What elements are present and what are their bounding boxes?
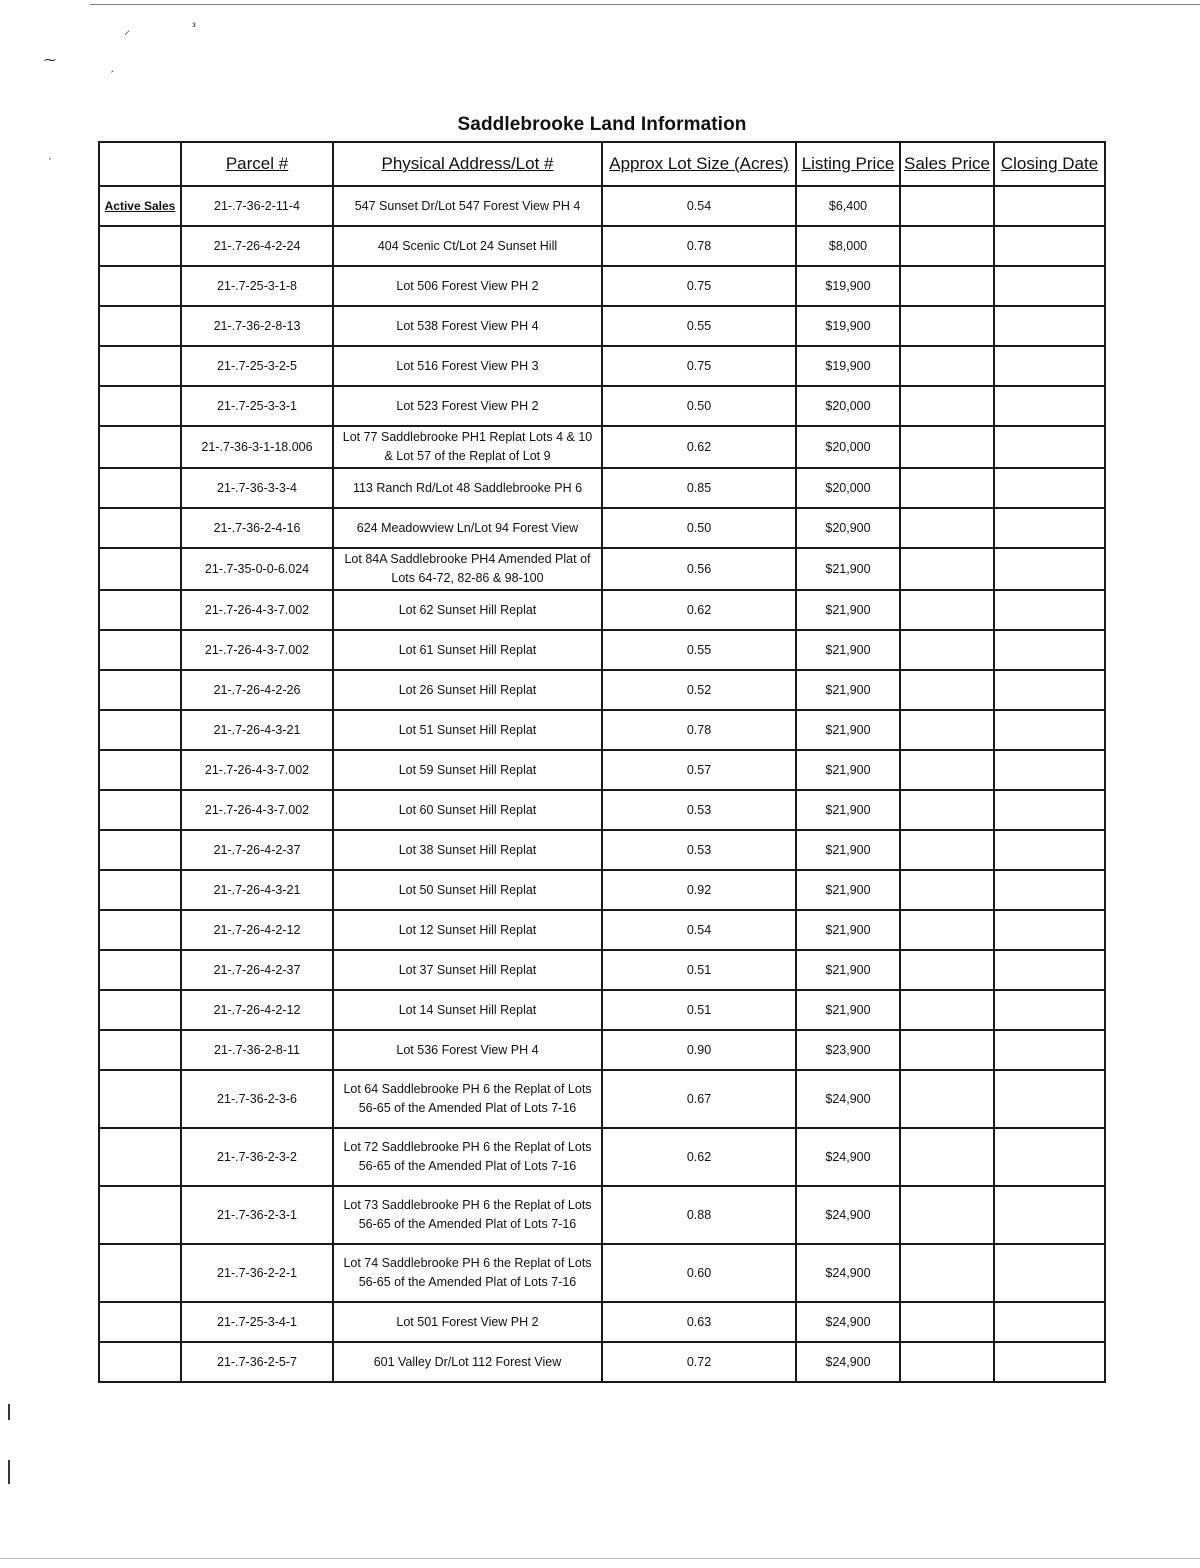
- cell-listing-price: $19,900: [796, 346, 900, 386]
- cell-listing-price: $21,900: [796, 910, 900, 950]
- scan-edge-top: [90, 4, 1200, 5]
- cell-listing-price: $21,900: [796, 750, 900, 790]
- table-row: [99, 1244, 1105, 1302]
- cell-status: [99, 1342, 181, 1382]
- cell-listing-price: $21,900: [796, 630, 900, 670]
- cell-closing-date: [994, 870, 1105, 910]
- cell-status: [99, 346, 181, 386]
- cell-parcel: 21-.7-36-2-5-7: [181, 1342, 333, 1382]
- cell-sales-price: [900, 1302, 994, 1342]
- cell-lot-size: 0.78: [602, 226, 796, 266]
- cell-listing-price: $20,000: [796, 386, 900, 426]
- cell-sales-price: [900, 910, 994, 950]
- cell-lot-size: 0.53: [602, 790, 796, 830]
- cell-lot-size: 0.57: [602, 750, 796, 790]
- cell-address: Lot 84A Saddlebrooke PH4 Amended Plat of Lots 64-72, 82-86 & 98-100: [333, 548, 602, 590]
- cell-address: Lot 536 Forest View PH 4: [333, 1030, 602, 1070]
- cell-status: [99, 710, 181, 750]
- cell-parcel: 21-.7-36-3-3-4: [181, 468, 333, 508]
- table-row: [99, 750, 1105, 790]
- cell-lot-size: 0.50: [602, 508, 796, 548]
- table-row: [99, 1342, 1105, 1382]
- scan-mark: [8, 1404, 10, 1420]
- cell-address: Lot 59 Sunset Hill Replat: [333, 750, 602, 790]
- cell-closing-date: [994, 548, 1105, 590]
- cell-parcel: 21-.7-26-4-2-26: [181, 670, 333, 710]
- table-row: [99, 1302, 1105, 1342]
- cell-parcel: 21-.7-25-3-4-1: [181, 1302, 333, 1342]
- cell-lot-size: 0.53: [602, 830, 796, 870]
- cell-sales-price: [900, 508, 994, 548]
- column-header-closing-date: Closing Date: [994, 142, 1105, 186]
- scan-speck: ᵌ: [192, 19, 196, 33]
- column-header-sales-price: Sales Price: [900, 142, 994, 186]
- cell-parcel: 21-.7-36-2-3-6: [181, 1070, 333, 1128]
- cell-parcel: 21-.7-26-4-2-37: [181, 830, 333, 870]
- cell-closing-date: [994, 306, 1105, 346]
- cell-status: [99, 990, 181, 1030]
- cell-address: Lot 516 Forest View PH 3: [333, 346, 602, 386]
- cell-closing-date: [994, 990, 1105, 1030]
- land-table: [98, 141, 1106, 1383]
- cell-parcel: 21-.7-26-4-2-12: [181, 990, 333, 1030]
- cell-address: Lot 73 Saddlebrooke PH 6 the Replat of Lots 56-65 of the Amended Plat of Lots 7-16: [333, 1186, 602, 1244]
- cell-parcel: 21-.7-36-2-4-16: [181, 508, 333, 548]
- cell-closing-date: [994, 1342, 1105, 1382]
- table-row: [99, 790, 1105, 830]
- cell-status: [99, 548, 181, 590]
- cell-closing-date: [994, 1186, 1105, 1244]
- cell-sales-price: [900, 226, 994, 266]
- cell-address: Lot 523 Forest View PH 2: [333, 386, 602, 426]
- cell-listing-price: $21,900: [796, 990, 900, 1030]
- cell-listing-price: $24,900: [796, 1244, 900, 1302]
- cell-listing-price: $21,900: [796, 950, 900, 990]
- cell-status: [99, 790, 181, 830]
- cell-sales-price: [900, 186, 994, 226]
- cell-sales-price: [900, 1128, 994, 1186]
- column-header-listing-price: Listing Price: [796, 142, 900, 186]
- cell-sales-price: [900, 306, 994, 346]
- cell-listing-price: $20,900: [796, 508, 900, 548]
- cell-lot-size: 0.67: [602, 1070, 796, 1128]
- scan-speck: ˏ: [110, 59, 114, 73]
- column-header-status: [99, 142, 181, 186]
- cell-sales-price: [900, 426, 994, 468]
- cell-parcel: 21-.7-26-4-2-24: [181, 226, 333, 266]
- table-row: [99, 590, 1105, 630]
- cell-sales-price: [900, 1030, 994, 1070]
- cell-closing-date: [994, 750, 1105, 790]
- cell-sales-price: [900, 630, 994, 670]
- cell-lot-size: 0.92: [602, 870, 796, 910]
- cell-status: [99, 750, 181, 790]
- document-title: Saddlebrooke Land Information: [457, 114, 747, 135]
- cell-closing-date: [994, 630, 1105, 670]
- cell-parcel: 21-.7-36-2-11-4: [181, 186, 333, 226]
- cell-address: Lot 74 Saddlebrooke PH 6 the Replat of Lots 56-65 of the Amended Plat of Lots 7-16: [333, 1244, 602, 1302]
- cell-closing-date: [994, 1030, 1105, 1070]
- cell-address: Lot 60 Sunset Hill Replat: [333, 790, 602, 830]
- cell-parcel: 21-.7-26-4-3-7.002: [181, 750, 333, 790]
- cell-listing-price: $21,900: [796, 710, 900, 750]
- cell-closing-date: [994, 186, 1105, 226]
- cell-status: [99, 670, 181, 710]
- cell-parcel: 21-.7-25-3-2-5: [181, 346, 333, 386]
- cell-parcel: 21-.7-26-4-2-12: [181, 910, 333, 950]
- cell-sales-price: [900, 990, 994, 1030]
- cell-parcel: 21-.7-36-2-3-2: [181, 1128, 333, 1186]
- cell-closing-date: [994, 226, 1105, 266]
- cell-parcel: 21-.7-35-0-0-6.024: [181, 548, 333, 590]
- cell-listing-price: $24,900: [796, 1342, 900, 1382]
- cell-listing-price: $21,900: [796, 830, 900, 870]
- cell-status: [99, 1244, 181, 1302]
- table-row: [99, 508, 1105, 548]
- cell-address: Lot 37 Sunset Hill Replat: [333, 950, 602, 990]
- cell-status: [99, 830, 181, 870]
- cell-status: [99, 1030, 181, 1070]
- cell-sales-price: [900, 1070, 994, 1128]
- cell-parcel: 21-.7-26-4-3-21: [181, 870, 333, 910]
- cell-sales-price: [900, 346, 994, 386]
- cell-address: Lot 38 Sunset Hill Replat: [333, 830, 602, 870]
- cell-lot-size: 0.62: [602, 426, 796, 468]
- cell-closing-date: [994, 1244, 1105, 1302]
- cell-closing-date: [994, 508, 1105, 548]
- cell-lot-size: 0.85: [602, 468, 796, 508]
- cell-address: Lot 77 Saddlebrooke PH1 Replat Lots 4 & 10 & Lot 57 of the Replat of Lot 9: [333, 426, 602, 468]
- cell-parcel: 21-.7-36-2-8-13: [181, 306, 333, 346]
- table-row: [99, 426, 1105, 468]
- table-row: [99, 548, 1105, 590]
- cell-address: Lot 506 Forest View PH 2: [333, 266, 602, 306]
- cell-closing-date: [994, 790, 1105, 830]
- cell-status: [99, 1302, 181, 1342]
- scan-speck: ⁓: [44, 53, 56, 67]
- cell-sales-price: [900, 1342, 994, 1382]
- column-header-address: Physical Address/Lot #: [333, 142, 602, 186]
- cell-closing-date: [994, 1302, 1105, 1342]
- cell-lot-size: 0.75: [602, 266, 796, 306]
- cell-lot-size: 0.62: [602, 1128, 796, 1186]
- cell-parcel: 21-.7-26-4-2-37: [181, 950, 333, 990]
- cell-parcel: 21-.7-26-4-3-7.002: [181, 590, 333, 630]
- cell-status: [99, 226, 181, 266]
- cell-listing-price: $24,900: [796, 1070, 900, 1128]
- cell-listing-price: $21,900: [796, 590, 900, 630]
- cell-address: Lot 26 Sunset Hill Replat: [333, 670, 602, 710]
- cell-lot-size: 0.54: [602, 186, 796, 226]
- cell-status: [99, 910, 181, 950]
- cell-address: 624 Meadowview Ln/Lot 94 Forest View: [333, 508, 602, 548]
- table-row: [99, 870, 1105, 910]
- cell-lot-size: 0.72: [602, 1342, 796, 1382]
- cell-status: [99, 468, 181, 508]
- cell-listing-price: $21,900: [796, 870, 900, 910]
- table-row: [99, 226, 1105, 266]
- cell-listing-price: $23,900: [796, 1030, 900, 1070]
- scan-mark: [8, 1460, 10, 1484]
- cell-status: [99, 1186, 181, 1244]
- table-row: [99, 950, 1105, 990]
- cell-address: Lot 64 Saddlebrooke PH 6 the Replat of Lots 56-65 of the Amended Plat of Lots 7-16: [333, 1070, 602, 1128]
- table-row: [99, 386, 1105, 426]
- scan-edge-bottom: [0, 1558, 1200, 1559]
- cell-lot-size: 0.90: [602, 1030, 796, 1070]
- cell-sales-price: [900, 750, 994, 790]
- cell-sales-price: [900, 950, 994, 990]
- cell-address: Lot 61 Sunset Hill Replat: [333, 630, 602, 670]
- table-row: [99, 830, 1105, 870]
- cell-parcel: 21-.7-26-4-3-21: [181, 710, 333, 750]
- cell-lot-size: 0.60: [602, 1244, 796, 1302]
- cell-lot-size: 0.88: [602, 1186, 796, 1244]
- cell-sales-price: [900, 790, 994, 830]
- cell-status: [99, 266, 181, 306]
- cell-status: [99, 870, 181, 910]
- cell-sales-price: [900, 710, 994, 750]
- cell-lot-size: 0.55: [602, 630, 796, 670]
- cell-lot-size: 0.56: [602, 548, 796, 590]
- cell-address: 113 Ranch Rd/Lot 48 Saddlebrooke PH 6: [333, 468, 602, 508]
- table-row: [99, 468, 1105, 508]
- table-row: [99, 630, 1105, 670]
- cell-sales-price: [900, 468, 994, 508]
- table-row: [99, 1070, 1105, 1128]
- cell-status: [99, 590, 181, 630]
- cell-address: Lot 538 Forest View PH 4: [333, 306, 602, 346]
- cell-listing-price: $19,900: [796, 306, 900, 346]
- cell-status: Active Sales: [99, 186, 181, 226]
- cell-lot-size: 0.75: [602, 346, 796, 386]
- cell-parcel: 21-.7-25-3-1-8: [181, 266, 333, 306]
- cell-lot-size: 0.55: [602, 306, 796, 346]
- cell-closing-date: [994, 950, 1105, 990]
- cell-closing-date: [994, 1070, 1105, 1128]
- cell-status: [99, 1070, 181, 1128]
- cell-closing-date: [994, 468, 1105, 508]
- cell-sales-price: [900, 266, 994, 306]
- cell-closing-date: [994, 346, 1105, 386]
- table-row: [99, 346, 1105, 386]
- cell-listing-price: $21,900: [796, 790, 900, 830]
- cell-listing-price: $24,900: [796, 1186, 900, 1244]
- cell-sales-price: [900, 1244, 994, 1302]
- cell-sales-price: [900, 386, 994, 426]
- cell-closing-date: [994, 1128, 1105, 1186]
- cell-lot-size: 0.52: [602, 670, 796, 710]
- table-row: [99, 1186, 1105, 1244]
- cell-lot-size: 0.63: [602, 1302, 796, 1342]
- cell-listing-price: $21,900: [796, 548, 900, 590]
- cell-listing-price: $20,000: [796, 426, 900, 468]
- table-row: [99, 1128, 1105, 1186]
- table-row: [99, 670, 1105, 710]
- table-row: [99, 910, 1105, 950]
- cell-address: Lot 12 Sunset Hill Replat: [333, 910, 602, 950]
- cell-sales-price: [900, 590, 994, 630]
- scan-speck: ⸝: [124, 23, 131, 37]
- cell-status: [99, 1128, 181, 1186]
- cell-lot-size: 0.78: [602, 710, 796, 750]
- cell-address: Lot 501 Forest View PH 2: [333, 1302, 602, 1342]
- cell-sales-price: [900, 1186, 994, 1244]
- table-row: [99, 990, 1105, 1030]
- cell-address: Lot 72 Saddlebrooke PH 6 the Replat of Lots 56-65 of the Amended Plat of Lots 7-16: [333, 1128, 602, 1186]
- cell-closing-date: [994, 386, 1105, 426]
- cell-sales-price: [900, 870, 994, 910]
- table-row: [99, 306, 1105, 346]
- cell-parcel: 21-.7-26-4-3-7.002: [181, 630, 333, 670]
- cell-listing-price: $20,000: [796, 468, 900, 508]
- cell-listing-price: $24,900: [796, 1302, 900, 1342]
- cell-address: Lot 51 Sunset Hill Replat: [333, 710, 602, 750]
- scan-speck: ·: [48, 151, 52, 165]
- cell-status: [99, 950, 181, 990]
- cell-parcel: 21-.7-36-3-1-18.006: [181, 426, 333, 468]
- cell-status: [99, 306, 181, 346]
- cell-closing-date: [994, 910, 1105, 950]
- cell-lot-size: 0.51: [602, 990, 796, 1030]
- table-row: [99, 266, 1105, 306]
- cell-listing-price: $24,900: [796, 1128, 900, 1186]
- cell-sales-price: [900, 830, 994, 870]
- cell-parcel: 21-.7-36-2-3-1: [181, 1186, 333, 1244]
- cell-sales-price: [900, 670, 994, 710]
- cell-sales-price: [900, 548, 994, 590]
- table-row: [99, 186, 1105, 226]
- cell-lot-size: 0.50: [602, 386, 796, 426]
- table-header-row: [99, 142, 1105, 186]
- cell-parcel: 21-.7-26-4-3-7.002: [181, 790, 333, 830]
- cell-closing-date: [994, 830, 1105, 870]
- cell-address: 601 Valley Dr/Lot 112 Forest View: [333, 1342, 602, 1382]
- column-header-parcel: Parcel #: [181, 142, 333, 186]
- cell-closing-date: [994, 710, 1105, 750]
- cell-parcel: 21-.7-36-2-8-11: [181, 1030, 333, 1070]
- column-header-lot-size: Approx Lot Size (Acres): [602, 142, 796, 186]
- cell-listing-price: $19,900: [796, 266, 900, 306]
- table-row: [99, 710, 1105, 750]
- cell-closing-date: [994, 670, 1105, 710]
- cell-address: Lot 14 Sunset Hill Replat: [333, 990, 602, 1030]
- cell-listing-price: $8,000: [796, 226, 900, 266]
- cell-lot-size: 0.54: [602, 910, 796, 950]
- cell-closing-date: [994, 266, 1105, 306]
- cell-parcel: 21-.7-25-3-3-1: [181, 386, 333, 426]
- cell-address: 547 Sunset Dr/Lot 547 Forest View PH 4: [333, 186, 602, 226]
- cell-address: Lot 50 Sunset Hill Replat: [333, 870, 602, 910]
- cell-closing-date: [994, 426, 1105, 468]
- cell-address: Lot 62 Sunset Hill Replat: [333, 590, 602, 630]
- cell-listing-price: $21,900: [796, 670, 900, 710]
- cell-parcel: 21-.7-36-2-2-1: [181, 1244, 333, 1302]
- cell-status: [99, 426, 181, 468]
- cell-address: 404 Scenic Ct/Lot 24 Sunset Hill: [333, 226, 602, 266]
- cell-lot-size: 0.62: [602, 590, 796, 630]
- cell-lot-size: 0.51: [602, 950, 796, 990]
- cell-listing-price: $6,400: [796, 186, 900, 226]
- cell-status: [99, 386, 181, 426]
- table-row: [99, 1030, 1105, 1070]
- cell-status: [99, 508, 181, 548]
- cell-closing-date: [994, 590, 1105, 630]
- cell-status: [99, 630, 181, 670]
